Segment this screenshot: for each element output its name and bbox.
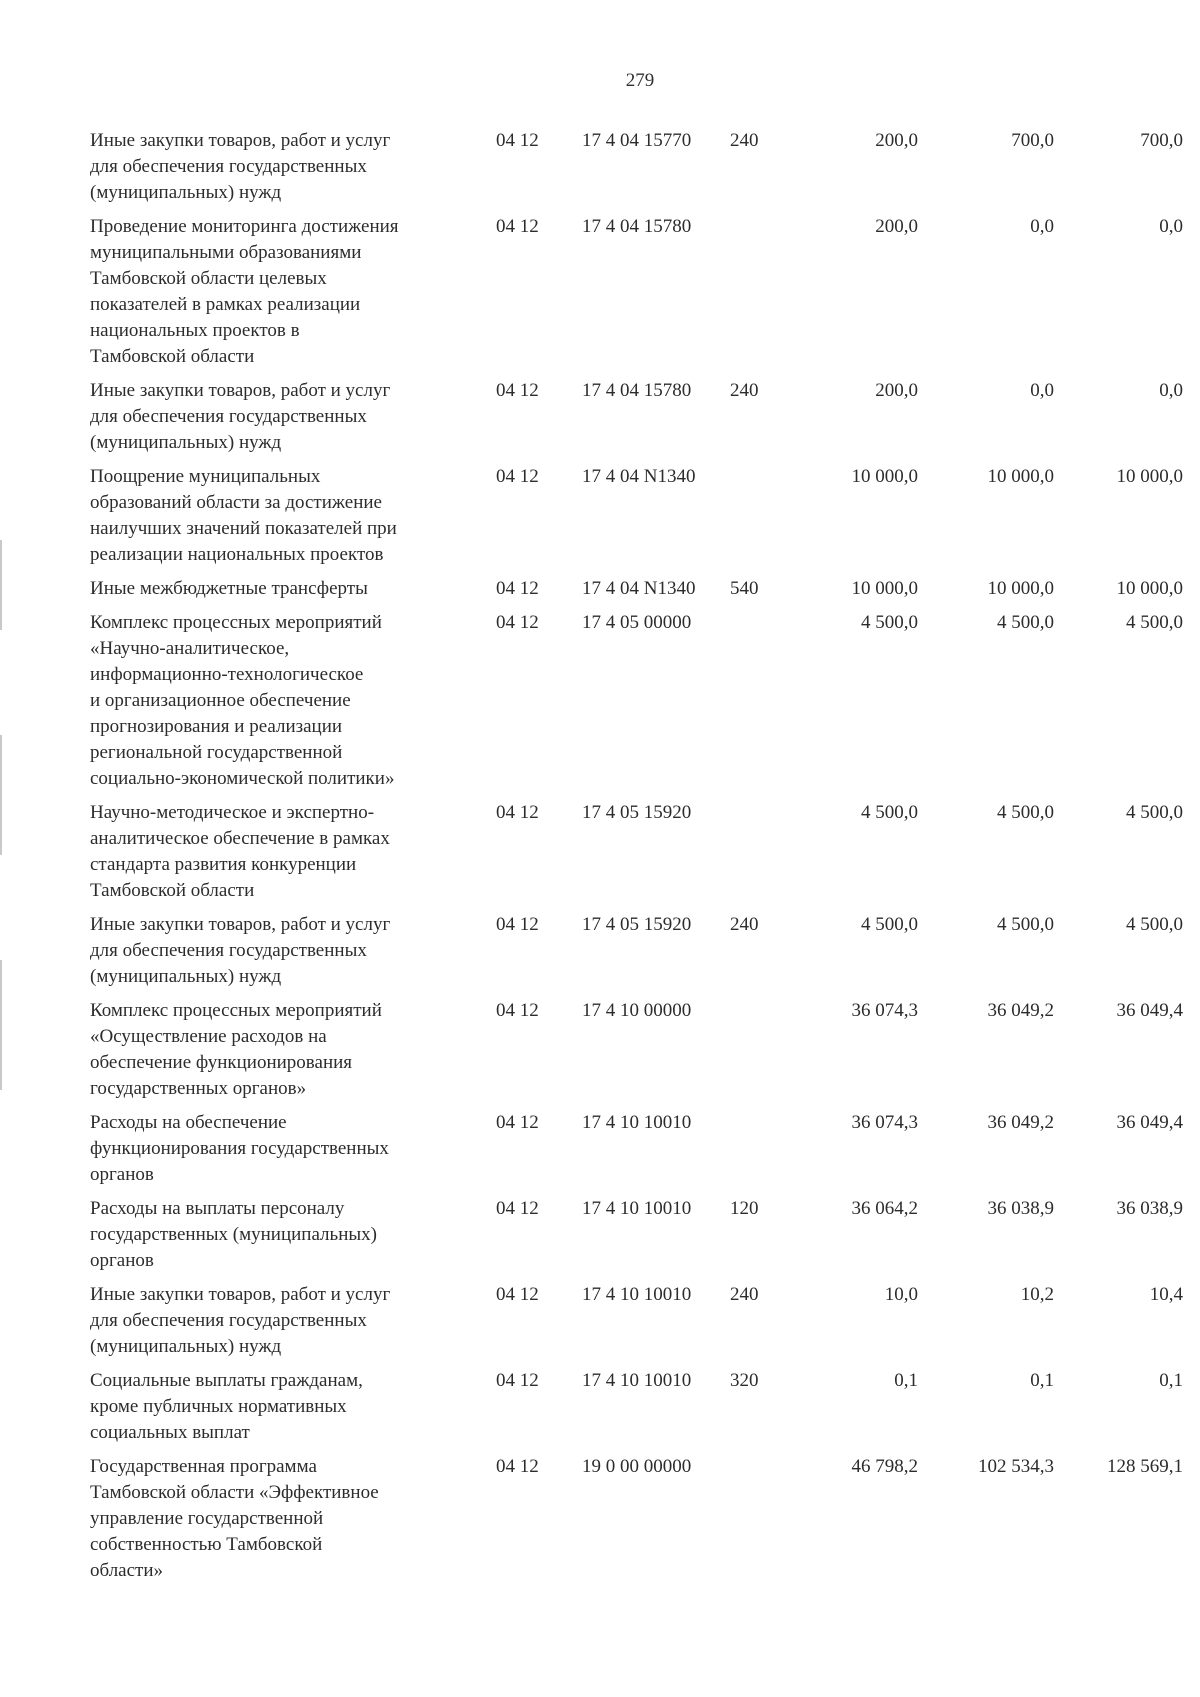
expense-name-line: органов: [90, 1250, 154, 1271]
expense-name-line: Комплекс процессных мероприятий: [90, 612, 382, 633]
amount-year-2: 102 534,3: [978, 1456, 1054, 1477]
section-code: 04 12: [496, 612, 539, 633]
amount-year-1: 10 000,0: [851, 578, 918, 599]
expense-name-line: «Научно-аналитическое,: [90, 638, 290, 659]
table-row: [90, 800, 1183, 912]
scan-edge-mark: [0, 540, 2, 630]
amount-year-1: 10,0: [884, 1284, 918, 1305]
table-row: [90, 378, 1183, 464]
amount-year-1: 0,1: [894, 1370, 918, 1391]
amount-year-1: 46 798,2: [851, 1456, 918, 1477]
expense-name-line: и организационное обеспечение: [90, 690, 351, 711]
expense-type-code: [730, 998, 800, 1110]
section-code: 04 12: [496, 466, 539, 487]
amount-year-2: 4 500,0: [997, 802, 1054, 823]
expense-type-code: [730, 800, 800, 912]
expense-name-line: социально-экономической политики»: [90, 768, 395, 789]
amount-year-1: 36 064,2: [851, 1198, 918, 1219]
expense-name-line: аналитическое обеспечение в рамках: [90, 828, 390, 849]
target-article-code: 17 4 10 10010: [582, 1370, 692, 1391]
expense-name-line: информационно-технологическое: [90, 664, 364, 685]
amount-year-2: 36 049,2: [987, 1000, 1054, 1021]
expense-name-line: Тамбовской области: [90, 880, 255, 901]
expense-name-line: прогнозирования и реализации: [90, 716, 343, 737]
table-row: [90, 576, 1183, 610]
amount-year-2: 0,1: [1030, 1370, 1054, 1391]
expense-name: [90, 1196, 480, 1282]
expense-name-line: Иные закупки товаров, работ и услуг: [90, 914, 391, 935]
amount-year-3: 0,0: [1159, 216, 1183, 237]
expense-name-line: управление государственной: [90, 1508, 324, 1529]
expense-name-line: Научно-методическое и экспертно-: [90, 802, 375, 823]
amount-year-2: 10 000,0: [987, 578, 1054, 599]
expense-type-code: 120: [730, 1198, 759, 1219]
expense-name-line: Государственная программа: [90, 1456, 317, 1477]
expense-name-line: образований области за достижение: [90, 492, 382, 513]
target-article-code: 17 4 05 15920: [582, 914, 692, 935]
table-row: [90, 214, 1183, 378]
expense-name-line: Тамбовской области «Эффективное: [90, 1482, 379, 1503]
target-article-code: 17 4 05 00000: [582, 612, 692, 633]
expense-name-line: органов: [90, 1164, 154, 1185]
expense-name-line: Поощрение муниципальных: [90, 466, 321, 487]
expense-name-line: (муниципальных) нужд: [90, 182, 282, 203]
expense-type-code: [730, 1110, 800, 1196]
expense-name-line: для обеспечения государственных: [90, 406, 367, 427]
section-code: 04 12: [496, 1456, 539, 1477]
page-number: 279: [625, 70, 655, 91]
expense-name: [90, 1110, 480, 1196]
section-code: 04 12: [496, 1198, 539, 1219]
amount-year-3: 700,0: [1140, 130, 1183, 151]
amount-year-2: 0,0: [1030, 216, 1054, 237]
table-row: [90, 1196, 1183, 1282]
expense-name-line: Проведение мониторинга достижения: [90, 216, 399, 237]
expense-type-code: 240: [730, 1284, 759, 1305]
expense-type-code: [730, 214, 800, 378]
table-row: [90, 1110, 1183, 1196]
expense-name-line: кроме публичных нормативных: [90, 1396, 347, 1417]
expense-name-line: для обеспечения государственных: [90, 1310, 367, 1331]
table-row: [90, 912, 1183, 998]
target-article-code: 17 4 10 10010: [582, 1112, 692, 1133]
expense-name-line: Иные закупки товаров, работ и услуг: [90, 1284, 391, 1305]
amount-year-2: 4 500,0: [997, 914, 1054, 935]
expense-name-line: национальных проектов в: [90, 320, 300, 341]
amount-year-1: 10 000,0: [851, 466, 918, 487]
expense-name-line: для обеспечения государственных: [90, 156, 367, 177]
amount-year-1: 200,0: [875, 130, 918, 151]
section-code: 04 12: [496, 380, 539, 401]
expense-name-line: (муниципальных) нужд: [90, 966, 282, 987]
amount-year-3: 36 049,4: [1116, 1000, 1183, 1021]
table-row: [90, 1454, 1183, 1592]
expense-name-line: Социальные выплаты гражданам,: [90, 1370, 363, 1391]
target-article-code: 17 4 04 15770: [582, 130, 692, 151]
target-article-code: 17 4 04 N1340: [582, 466, 696, 487]
expense-name-line: социальных выплат: [90, 1422, 250, 1443]
amount-year-2: 36 049,2: [987, 1112, 1054, 1133]
expense-name: [90, 1454, 480, 1592]
amount-year-2: 0,0: [1030, 380, 1054, 401]
amount-year-2: 700,0: [1011, 130, 1054, 151]
expense-name-line: (муниципальных) нужд: [90, 1336, 282, 1357]
expense-name-line: региональной государственной: [90, 742, 343, 763]
expense-type-code: 240: [730, 380, 759, 401]
table-row: [90, 1282, 1183, 1368]
expense-name-line: для обеспечения государственных: [90, 940, 367, 961]
expense-name-line: муниципальными образованиями: [90, 242, 362, 263]
section-code: 04 12: [496, 216, 539, 237]
expense-name-line: (муниципальных) нужд: [90, 432, 282, 453]
section-code: 04 12: [496, 1112, 539, 1133]
expense-name-line: наилучших значений показателей при: [90, 518, 397, 539]
table-row: [90, 464, 1183, 576]
target-article-code: 17 4 10 00000: [582, 1000, 692, 1021]
expense-type-code: [730, 1454, 800, 1592]
expense-name-line: собственностью Тамбовской: [90, 1534, 323, 1555]
amount-year-3: 10 000,0: [1116, 466, 1183, 487]
expense-name: [90, 128, 480, 214]
expense-name: [90, 214, 480, 378]
amount-year-2: 10,2: [1020, 1284, 1054, 1305]
expense-name-line: реализации национальных проектов: [90, 544, 384, 565]
target-article-code: 17 4 10 10010: [582, 1284, 692, 1305]
target-article-code: 17 4 05 15920: [582, 802, 692, 823]
amount-year-1: 36 074,3: [851, 1000, 918, 1021]
expense-name: [90, 1282, 480, 1368]
amount-year-1: 4 500,0: [861, 612, 918, 633]
target-article-code: 19 0 00 00000: [582, 1456, 692, 1477]
target-article-code: 17 4 04 15780: [582, 216, 692, 237]
amount-year-3: 10,4: [1149, 1284, 1183, 1305]
expense-name-line: Тамбовской области целевых: [90, 268, 327, 289]
amount-year-3: 128 569,1: [1107, 1456, 1183, 1477]
table-row: [90, 128, 1183, 214]
amount-year-1: 200,0: [875, 216, 918, 237]
section-code: 04 12: [496, 802, 539, 823]
target-article-code: 17 4 10 10010: [582, 1198, 692, 1219]
expense-name-line: стандарта развития конкуренции: [90, 854, 357, 875]
expense-type-code: 540: [730, 578, 759, 599]
section-code: 04 12: [496, 1370, 539, 1391]
table-row: [90, 998, 1183, 1110]
expense-name: [90, 576, 480, 610]
expense-type-code: 240: [730, 914, 759, 935]
expense-name: [90, 610, 480, 800]
expense-name-line: Тамбовской области: [90, 346, 255, 367]
amount-year-3: 10 000,0: [1116, 578, 1183, 599]
expense-type-code: [730, 610, 800, 800]
expense-name: [90, 998, 480, 1110]
expense-name-line: Комплекс процессных мероприятий: [90, 1000, 382, 1021]
amount-year-1: 36 074,3: [851, 1112, 918, 1133]
amount-year-2: 4 500,0: [997, 612, 1054, 633]
expense-type-code: 320: [730, 1370, 759, 1391]
expense-name: [90, 912, 480, 998]
expense-name-line: обеспечение функционирования: [90, 1052, 353, 1073]
amount-year-3: 36 049,4: [1116, 1112, 1183, 1133]
scan-edge-mark: [0, 735, 2, 855]
expense-name: [90, 1368, 480, 1454]
target-article-code: 17 4 04 N1340: [582, 578, 696, 599]
amount-year-3: 4 500,0: [1126, 802, 1183, 823]
expense-name-line: государственных (муниципальных): [90, 1224, 377, 1245]
expense-name-line: Иные межбюджетные трансферты: [90, 578, 368, 599]
table-row: [90, 610, 1183, 800]
section-code: 04 12: [496, 578, 539, 599]
expense-name-line: «Осуществление расходов на: [90, 1026, 327, 1047]
expense-name-line: области»: [90, 1560, 164, 1581]
expense-name: [90, 800, 480, 912]
section-code: 04 12: [496, 1284, 539, 1305]
expense-name-line: Иные закупки товаров, работ и услуг: [90, 130, 391, 151]
expense-name: [90, 464, 480, 576]
amount-year-3: 0,0: [1159, 380, 1183, 401]
amount-year-2: 10 000,0: [987, 466, 1054, 487]
section-code: 04 12: [496, 130, 539, 151]
expense-name-line: государственных органов»: [90, 1078, 307, 1099]
expense-name-line: Расходы на выплаты персоналу: [90, 1198, 345, 1219]
scan-edge-mark: [0, 960, 2, 1090]
amount-year-2: 36 038,9: [987, 1198, 1054, 1219]
amount-year-3: 36 038,9: [1116, 1198, 1183, 1219]
amount-year-3: 4 500,0: [1126, 914, 1183, 935]
section-code: 04 12: [496, 914, 539, 935]
expense-name-line: функционирования государственных: [90, 1138, 389, 1159]
amount-year-3: 4 500,0: [1126, 612, 1183, 633]
expense-type-code: 240: [730, 130, 759, 151]
expense-name-line: Иные закупки товаров, работ и услуг: [90, 380, 391, 401]
budget-table: [90, 128, 1183, 1592]
expense-name-line: Расходы на обеспечение: [90, 1112, 287, 1133]
section-code: 04 12: [496, 1000, 539, 1021]
expense-name: [90, 378, 480, 464]
amount-year-1: 200,0: [875, 380, 918, 401]
expense-type-code: [730, 464, 800, 576]
amount-year-3: 0,1: [1159, 1370, 1183, 1391]
amount-year-1: 4 500,0: [861, 802, 918, 823]
amount-year-1: 4 500,0: [861, 914, 918, 935]
target-article-code: 17 4 04 15780: [582, 380, 692, 401]
budget-table-body: [90, 128, 1183, 1592]
table-row: [90, 1368, 1183, 1454]
expense-name-line: показателей в рамках реализации: [90, 294, 361, 315]
